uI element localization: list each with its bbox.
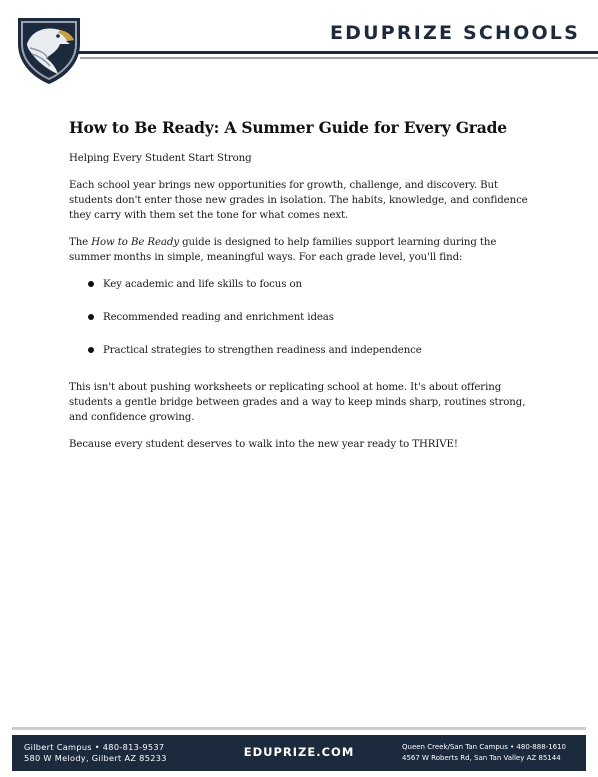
gilbert-campus-phone: Gilbert Campus • 480-813-9537 [24,742,165,752]
list-item [69,310,531,325]
document-title: How to Be Ready: A Summer Guide for Every Grade [69,118,507,137]
bullet-icon [88,347,94,353]
list-item [69,277,531,292]
gilbert-campus-address: 580 W Melody, Gilbert AZ 85233 [24,753,167,763]
guide-paragraph [69,235,531,265]
closing-paragraph: This isn't about pushing worksheets or replicating school at home. It's about offering students a gentle bridge between grades and a way to keep minds sharp, routines strong, and confidence growing. [69,382,526,423]
list-item [69,343,531,358]
queen-creek-campus-address: 4567 W Roberts Rd, San Tan Valley AZ 85144 [402,754,561,762]
page-header [0,0,598,92]
guide-text-post: guide is designed to help families support learning during the summer months in simple, meaningful ways. For each grade level, you'll find: [69,237,497,263]
bullet-icon [88,281,94,287]
final-paragraph: Because every student deserves to walk into the new year ready to THRIVE! [69,439,458,450]
page-footer [12,735,586,771]
queen-creek-campus-info [402,742,572,764]
header-rule-dark [78,51,598,54]
list-item-text: Practical strategies to strengthen readiness and independence [103,345,422,356]
guide-text-pre: The [69,237,92,248]
school-brand-name: EDUPRIZE SCHOOLS [330,22,580,44]
guide-title-italic: How to Be Ready [91,237,179,248]
eagle-shield-logo-icon [12,14,86,86]
list-item-text: Recommended reading and enrichment ideas [103,312,334,323]
bullet-icon [88,314,94,320]
queen-creek-campus-phone: Queen Creek/San Tan Campus • 480-888-1610 [402,743,567,751]
document-subtitle: Helping Every Student Start Strong [69,153,252,164]
intro-paragraph: Each school year brings new opportunities for growth, challenge, and discovery. But students don't enter those new grades in isolation. The habits, knowledge, and confidence they carry with them set the tone for what comes next. [69,180,528,221]
document-body [69,118,531,464]
bullet-list [69,277,531,358]
header-rule-light [80,57,598,59]
website-link[interactable]: EDUPRIZE.COM [243,745,355,759]
list-item-text: Key academic and life skills to focus on [103,279,303,290]
footer-rule [12,727,586,730]
